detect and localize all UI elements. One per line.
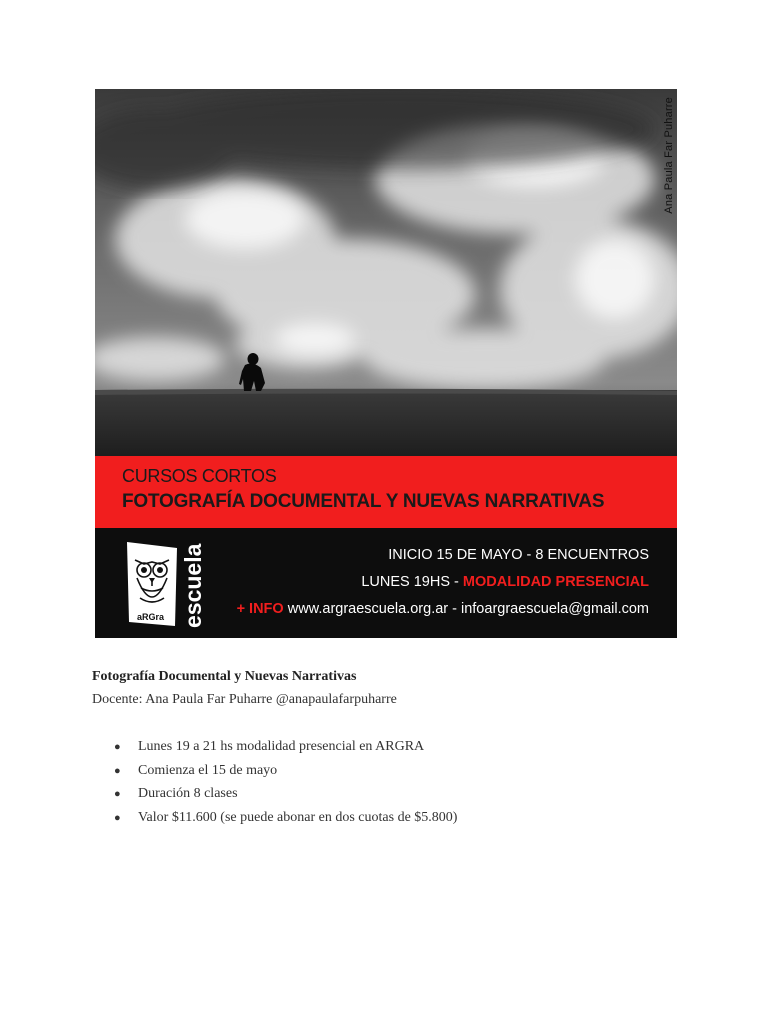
course-flyer <box>95 89 677 638</box>
flyer-start-line: INICIO 15 DE MAYO - 8 ENCUENTROS <box>388 547 649 563</box>
flyer-subtitle: CURSOS CORTOS <box>122 466 277 486</box>
flyer-info-lines <box>237 542 649 623</box>
flyer-title: FOTOGRAFÍA DOCUMENTAL Y NUEVAS NARRATIVAS <box>122 491 605 512</box>
course-details-list <box>92 738 457 832</box>
bullet-icon: ● <box>114 788 121 800</box>
logo-brand: aRGra <box>137 612 165 622</box>
argra-escuela-logo <box>125 538 207 630</box>
flyer-photo <box>95 89 677 456</box>
flyer-schedule-line <box>237 569 649 596</box>
list-item <box>92 809 457 833</box>
logo-word: escuela <box>180 543 206 628</box>
course-teacher: Docente: Ana Paula Far Puharre @anapaulafarpuharre <box>92 692 397 707</box>
flyer-info-band <box>95 528 677 638</box>
flyer-title-band <box>95 456 677 528</box>
cloudy-sky-photo <box>95 89 677 456</box>
flyer-contact-line <box>237 596 649 623</box>
list-item-text: Comienza el 15 de mayo <box>138 762 278 778</box>
bullet-icon: ● <box>114 811 121 824</box>
list-item-text: Valor $11.600 (se puede abonar en dos cuotas de $5.800) <box>138 809 458 825</box>
course-title: Fotografía Documental y Nuevas Narrativas <box>92 669 357 684</box>
info-label: + INFO <box>236 601 288 617</box>
bullet-icon: ● <box>114 741 121 753</box>
schedule-text: LUNES 19HS - <box>361 574 463 590</box>
list-item-text: Lunes 19 a 21 hs modalidad presencial en ARGRA <box>138 739 425 754</box>
list-item <box>92 762 457 786</box>
list-item-text: Duración 8 clases <box>138 786 238 801</box>
photo-credit: Ana Paula Far Puharre <box>663 97 675 214</box>
contact-links[interactable]: www.argraescuela.org.ar - infoargraescuela@gmail.com <box>287 601 649 617</box>
modality-text: MODALIDAD PRESENCIAL <box>462 574 649 590</box>
list-item <box>92 738 457 762</box>
bullet-icon: ● <box>114 764 121 777</box>
list-item <box>92 785 457 809</box>
